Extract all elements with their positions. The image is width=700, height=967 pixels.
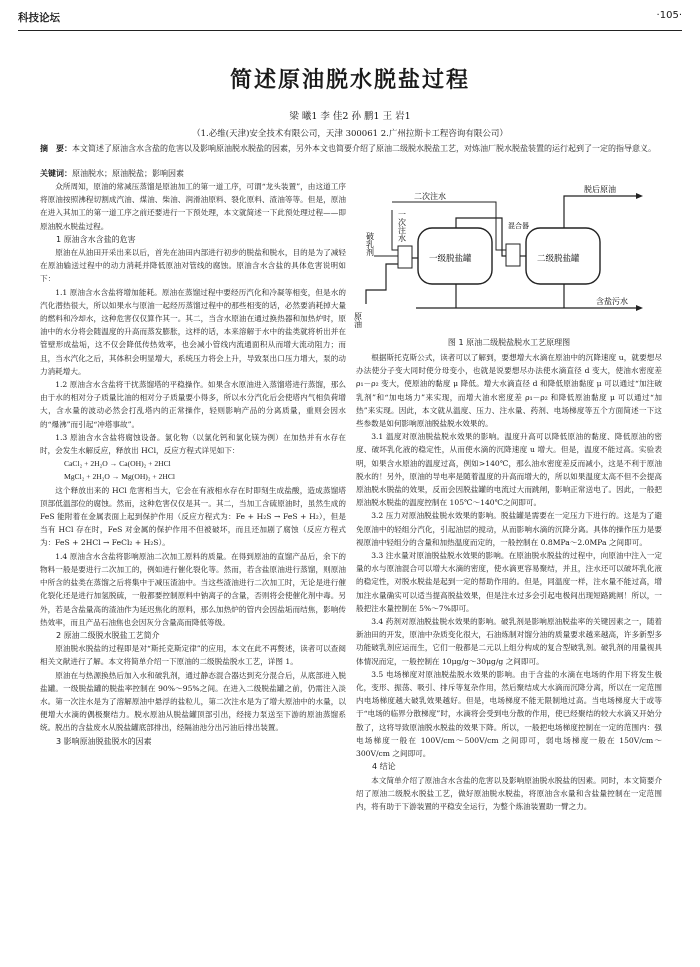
paragraph: 3.5 电场梯度对原油脱盐脱水效果的影响。由于含盐的水滴在电场的作用下将发生极化，变形、振荡、吸引、排斥等复杂作用，然后聚结成大水滴而沉降分离，所以在一定范围内电场梯度越大破乳效果越好。但是，电场梯度不能无限制地过高。当电场梯度大于或等于“电场的临界分散梯度”时，水滴将会受到电分散的作用，使已经聚结的较大水滴又开始分散了，这将导致原油脱水脱盐的效果下降。所以，一般把电场梯度控制在一定的范围内：强电场梯度一般在 100V/cm～500V/cm 之间即可，弱电场梯度一般在 150V/cm～300V/cm 之间即可。 [356, 669, 662, 759]
paragraph: 这个释放出来的 HCl 危害相当大，它会在有液相水存在时即刻生成盐酸，造成蒸馏塔顶部低温部位的腐蚀。然而，这种危害仅仅是其一。其二，当加工含硫原油时，虽然生成的 FeS 能附着在金属表面上起到保护作用（反应方程式为：Fe + H₂S → FeS + H₂），但是当有 HCl 存在时，FeS 对金属的保护作用不但被破坏，而且还加剧了腐蚀（反应方程式为：FeS + 2HCl → FeCl₂ + H₂S）。 [40, 485, 346, 548]
paragraph: 1.4 原油含水含盐将影响原油二次加工原料的质量。在得到原油的直馏产品后，余下的物料一般是要进行二次加工的，例如进行催化裂化等。然而，若含盐原油进行蒸馏，则原油中所含的盐类在蒸馏之后将集中于减压渣油中。当这些渣油进行二次加工时，无论是进行催化裂化还是进行加氢脱硫，一般都要控制原料中钠离子的含量，否则将会使催化剂中毒。另外，若是含盐量高的渣油作为延迟焦化的原料，那么加热炉的管内会因盐垢而结焦，影响传热效率，而且产品石油焦也会因灰分含量高而降低等级。 [40, 551, 346, 627]
label-second-water: 二次注水 [414, 192, 446, 201]
paragraph: 原油在与热源换热后加入水和破乳剂，通过静态混合器达到充分混合后，从底部进入脱盐罐。一级脱盐罐的脱盐率控制在 90%～95%之间。在进入二级脱盐罐之前，仍需注入淡水。第一次注水是为了溶解原油中悬浮的盐粒儿，第二次注水是为了增大原油中的水量，以便增大水滴的偶极聚结力。脱水原油从脱盐罐顶部引出，经接力泵送至下游的原油蒸馏系统。脱出的含盐废水从脱盐罐底部排出，经隔油池分出污油后排出装置。 [40, 670, 346, 733]
paragraph: 本文简单介绍了原油含水含盐的危害以及影响原油脱水脱盐的因素。同时，本文简要介绍了原油二级脱水脱盐工艺，做好原油脱水脱盐，将原油含水量和含盐量控制在一定范围内，将有助于下游装置的平稳安全运行，为整个炼油装置助一臂之力。 [356, 775, 662, 811]
section-heading: 1 原油含水含盐的危害 [56, 234, 136, 244]
label-raw-oil: 原油 [353, 312, 363, 328]
label-salty-water: 含盐污水 [596, 297, 628, 306]
abstract-label: 摘 要： [40, 144, 72, 153]
figure-caption: 图 1 原油二级脱盐脱水工艺原理图 [447, 338, 571, 347]
label-tank2: 二级脱盐罐 [537, 254, 580, 264]
label-tank1: 一级脱盐罐 [429, 254, 472, 264]
section-heading: 4 结论 [372, 762, 396, 772]
authors: 梁 曦1 李 佳2 孙 鹏1 王 岩1 [289, 111, 411, 122]
paragraph: 1.1 原油含水含盐将增加能耗。原油在蒸馏过程中要经历汽化和冷凝等相变，但是水的汽化潜热很大，所以如果水与原油一起经历蒸馏过程中的那些相变的话，必然要消耗掉大量的燃料和冷却水，这种危害仅仅算作其一。其二，当含水原油在通过换热器和加热炉时，原油中的水分将会随温度的升高而蒸发膨胀，这样的话，本来溶解于水中的盐类就将析出并在管壁形成盐垢，这不仅会降低传热效率，也会减小管线内流通面积从而增大流动阻力；而且，当水汽化之后，其体积会明显增大，系统压力将会上升，导致泵出口压力增大，泵的动力消耗增大。 [40, 287, 346, 376]
keywords [40, 167, 660, 180]
mixer1-shape [398, 246, 412, 268]
right-column [356, 351, 662, 960]
label-mixer: 混合器 [508, 222, 529, 230]
article-title: 简述原油脱水脱盐过程 [229, 68, 470, 93]
label-demulsifier: 破乳剂 [365, 232, 375, 256]
affiliation: （1.必维(天津)安全技术有限公司，天津 300061 2.广州拉斯卡工程咨询有限公司） [192, 129, 508, 139]
label-desalted-oil: 脱后原油 [584, 185, 616, 194]
keywords-label: 关键词： [40, 169, 72, 178]
paragraph: 3.1 温度对原油脱盐脱水效果的影响。温度升高可以降低原油的黏度、降低原油的密度、破坏乳化液的稳定性，从而使水滴的沉降速度 u 增大。但是，温度不能过高。实验表明，如果含水原油的温度过高，例如>140℃，那么油水密度差反而减小，这是不利于原油脱水的！另外，原油的导电率是随着温度的升高而增大的，所以如果温度太高不但不会提高原油脱水脱盐的效果，反而会因脱盐罐的电流过大而跳闸，影响正常送电了。因此，一般把原油脱水脱盐的温度控制在 105℃～140℃之间即可。 [356, 432, 662, 508]
section-heading: 3 影响原油脱盐脱水的因素 [56, 736, 152, 746]
paragraph: 原油脱水脱盐的过程即是对“斯托克斯定律”的应用，本文在此不再赘述，读者可以查阅相关文献进行了解。本文将简单介绍一下原油的二级脱盐脱水工艺，详图 1。 [40, 644, 346, 667]
abstract-text: 本文简述了原油含水含盐的危害以及影响原油脱水脱盐的因素，另外本文也简要介绍了原油二级脱水脱盐工艺，对炼油厂脱水脱盐装置的运行起到了一定的指导意义。 [72, 144, 656, 153]
section-heading: 2 原油二级脱水脱盐工艺简介 [56, 630, 160, 640]
page-header [18, 8, 682, 31]
abstract [40, 142, 660, 155]
paragraph: 根据斯托克斯公式，读者可以了解到，要想增大水滴在原油中的沉降速度 u，就要想尽办法使分子变大同时使分母变小，也就是说要想尽办法使水滴直径 d 变大，使油水密度差 ρ₁－ρ₂ 变大，使原油的黏度 μ 降低。增大水滴直径 d 和降低原油黏度 μ 可以通过“加注破乳剂”和“加电场力”来实现，而增大油水密度差 ρ₁－ρ₂ 和降低原油黏度 μ 可以通过“加热”来实现。因此，本文就从温度、压力、注水量、药剂、电场梯度等五个方面简述一下这些参数是如何影响原油脱盐脱水效果的。 [356, 353, 662, 429]
left-column [40, 180, 346, 960]
process-figure [353, 180, 662, 335]
paragraph: 3.2 压力对原油脱盐脱水效果的影响。脱盐罐是需要在一定压力下进行的。这是为了避免原油中的轻组分汽化，引起油层的搅动，从而影响水滴的沉降分离。具体的操作压力是要视原油中轻组分的含量和加热温度而定的，一般控制在 0.8MPa～2.0MPa 之间即可。 [356, 511, 662, 547]
process-diagram [353, 180, 662, 335]
journal-section: 科技论坛 [18, 12, 60, 24]
paragraph: 1.3 原油含水含盐将腐蚀设备。氯化物（以氯化钙和氯化镁为例）在加热并有水存在时，会发生水解反应，释放出 HCl，反应方程式详见如下： [40, 432, 346, 456]
label-first-water: 一次注水 [397, 210, 407, 242]
equation: MgCl₂ + 2H₂O → Mg(OH)₂ + 2HCl [64, 472, 176, 482]
paragraph: 1.2 原油含水含盐将干扰蒸馏塔的平稳操作。如果含水原油进入蒸馏塔进行蒸馏，那么由于水的相对分子质量比油的相对分子质量要小得多，所以水分汽化后会使塔内气相负荷增大，含水量的波动必然会打乱塔内的正常操作，轻则影响产品的分离质量，重则会因水的“爆沸”而引起“冲塔事故”。 [40, 380, 346, 429]
paragraph: 原油在从油田开采出来以后，首先在油田内部进行初步的脱盐和脱水，目的是为了减轻在原油输送过程中的动力消耗并降低原油对管线的腐蚀。原油含水含盐的具体危害说明如下： [40, 248, 346, 284]
page-number: ·105· [656, 10, 682, 21]
keywords-text: 原油脱水；原油脱盐；影响因素 [72, 169, 184, 178]
mixer2-shape [506, 244, 520, 266]
paragraph: 3.3 注水量对原油脱盐脱水效果的影响。在原油脱水脱盐的过程中，向原油中注入一定量的水与原油混合可以增大水滴的密度，使水滴更容易聚结，并且，注水还可以破坏乳化液的稳定性，对脱水脱盐是起到一定的帮助作用的。但是，同温度一样，注水量不能过高，增加注水量确实可以适当提高脱盐效果，但是注水过多会引起电极间出现短路跳闸！所以，一般把注水量控制在 5%～7%即可。 [356, 551, 662, 613]
paragraph: 3.4 药剂对原油脱盐脱水效果的影响。破乳剂是影响原油脱盐率的关键因素之一，随着新油田的开发，原油中杂质变化很大，石油炼制对馏分油的质量要求越来越高，许多新型多功能破乳剂应运而生，它们一般都是二元以上组分构成的复合型破乳剂。破乳剂的用量视具体情况而定，一般控制在 10μg/g～30μg/g 之间即可。 [356, 617, 662, 666]
equation: CaCl₂ + 2H₂O → Ca(OH)₂ + 2HCl [64, 459, 171, 469]
paragraph: 众所周知，原油的常减压蒸馏是原油加工的第一道工序，可谓“龙头装置”，由这道工序将原油按照沸程切割成汽油、煤油、柴油、润滑油原料、裂化原料、渣油等等。但是，原油在进入其加工的第一道工序之前还要进行一下预处理，本文就简述一下此预处理过程——即原油脱水脱盐过程。 [40, 182, 346, 231]
